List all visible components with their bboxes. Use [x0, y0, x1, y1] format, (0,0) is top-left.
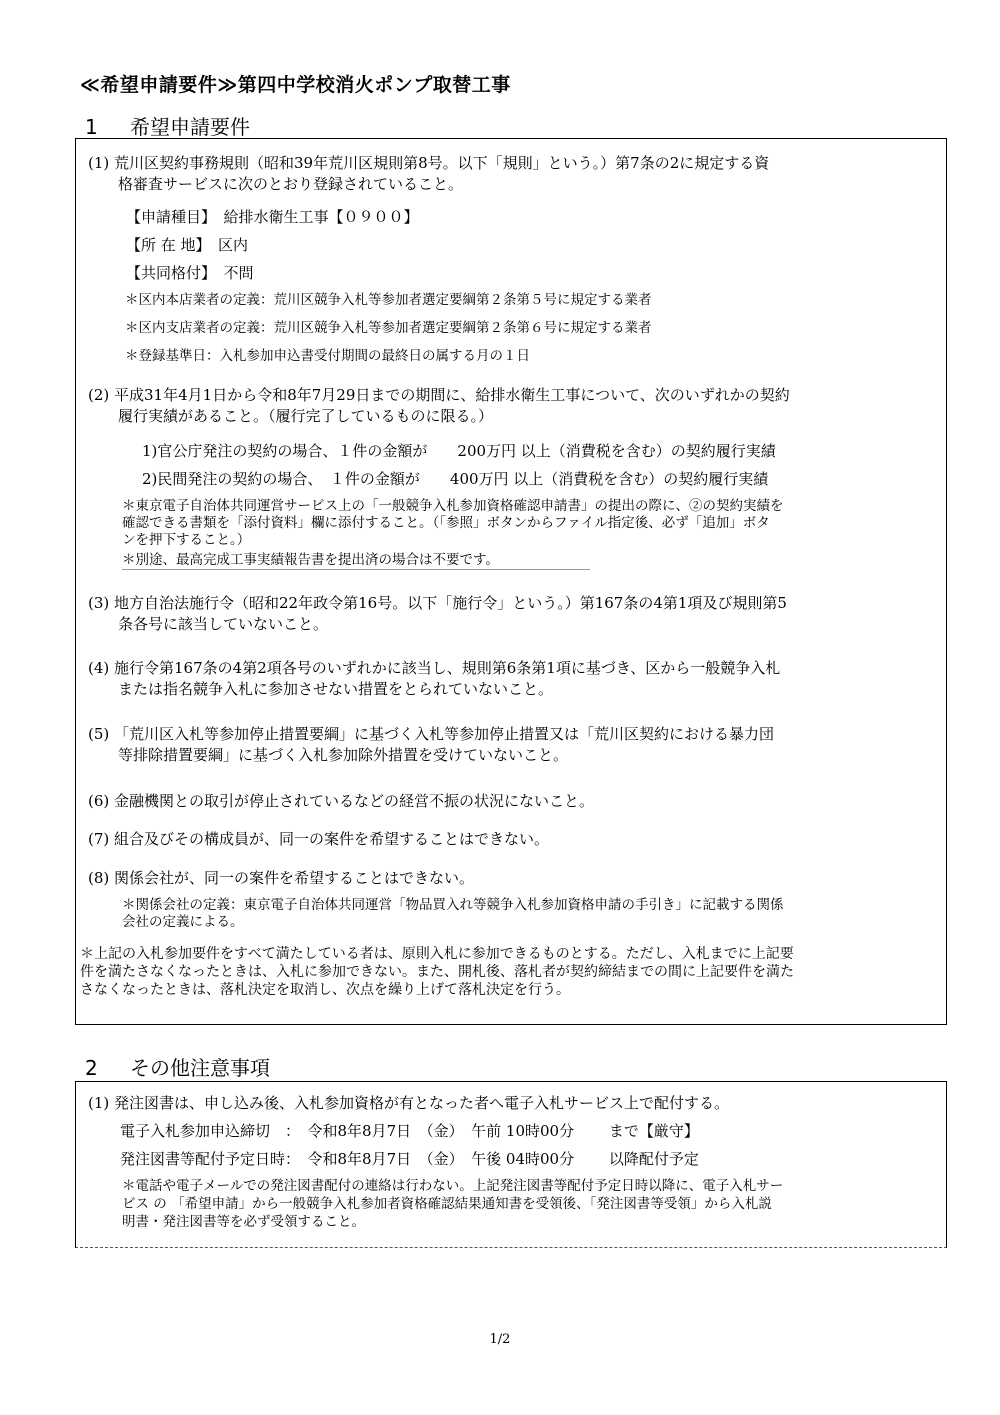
req-2-note-4: ＊別途、最高完成工事実績報告書を提出済の場合は不要です。	[122, 552, 590, 570]
req-1-location: 【所 在 地】 区内	[126, 236, 249, 254]
req-1-note-2: ＊区内支店業者の定義：荒川区競争入札等参加者選定要綱第２条第６号に規定する業者	[125, 320, 652, 336]
eligibility-note-line-3: さなくなったときは、落札決定を取消し、次点を繰り上げて落札決定を行う。	[80, 982, 570, 998]
notes-1-note-3: 明書・発注図書等を必ず受領すること。	[122, 1214, 365, 1230]
req-2-line-1: (2) 平成31年4月1日から令和8年7月29日までの期間に、給排水衛生工事について、次のいずれかの契約	[88, 386, 790, 404]
section-1-heading	[85, 111, 250, 140]
req-1-joint: 【共同格付】 不問	[126, 264, 254, 282]
req-1-note-3: ＊登録基準日：入札参加申込書受付期間の最終日の属する月の１日	[125, 348, 530, 364]
req-3-line-1: (3) 地方自治法施行令（昭和22年政令第16号。以下「施行令」という。）第167条の4第1項及び規則第5	[88, 594, 787, 612]
req-2-public: 1)官公庁発注の契約の場合、１件の金額が 200万円 以上（消費税を含む）の契約履行実績	[142, 442, 776, 460]
notes-1-note-1: ＊電話や電子メールでの発注図書配付の連絡は行わない。上記発注図書等配付予定日時以降に、電子入札サー	[122, 1178, 784, 1194]
req-1-line-2: 格審査サービスに次のとおり登録されていること。	[118, 175, 464, 193]
document-title: ≪希望申請要件≫第四中学校消火ポンプ取替工事	[80, 74, 511, 96]
req-2-line-2: 履行実績があること。（履行完了しているものに限る。）	[118, 407, 494, 425]
page-number: 1/2	[489, 1332, 511, 1347]
req-6: (6) 金融機関との取引が停止されているなどの経営不振の状況にないこと。	[88, 792, 595, 810]
req-7: (7) 組合及びその構成員が、同一の案件を希望することはできない。	[88, 830, 550, 848]
req-1-note-1: ＊区内本店業者の定義：荒川区競争入札等参加者選定要綱第２条第５号に規定する業者	[125, 292, 652, 308]
eligibility-note-line-2: 件を満たさなくなったときは、入札に参加できない。また、開札後、落札者が契約締結までの間に上記要件を満た	[80, 964, 794, 980]
req-2-private: 2)民間発注の契約の場合、 １件の金額が 400万円 以上（消費税を含む）の契約履行実績	[142, 470, 769, 488]
req-2-note-2: 確認できる書類を「添付資料」欄に添付すること。（「参照」ボタンからファイル指定後、必ず「追加」ボタ	[122, 515, 770, 531]
notes-1-note-2: ビス の 「希望申請」から一般競争入札参加者資格確認結果通知書を受領後、「発注図書等受領」から入札説	[122, 1196, 772, 1212]
section-1-number: 1	[85, 115, 98, 139]
eligibility-note-line-1: ＊上記の入札参加要件をすべて満たしている者は、原則入札に参加できるものとする。ただし、入札までに上記要	[80, 946, 794, 962]
req-4-line-1: (4) 施行令第167条の4第2項各号のいずれかに該当し、規則第6条第1項に基づき、区から一般競争入札	[88, 659, 781, 677]
req-1-category: 【申請種目】 給排水衛生工事【０９００】	[126, 208, 419, 226]
section-2-label: その他注意事項	[130, 1056, 270, 1080]
req-8-note-1: ＊関係会社の定義：東京電子自治体共同運営「物品買入れ等競争入札参加資格申請の手引き」に記載する関係	[122, 897, 784, 913]
distribution-schedule: 発注図書等配付予定日時： 令和8年8月7日 （金） 午後 04時00分 以降配付予定	[120, 1150, 699, 1168]
section-2-number: 2	[85, 1056, 98, 1080]
req-5-line-2: 等排除措置要綱」に基づく入札参加除外措置を受けていないこと。	[118, 746, 569, 764]
req-4-line-2: または指名競争入札に参加させない措置をとられていないこと。	[118, 680, 554, 698]
section-1-label: 希望申請要件	[130, 115, 250, 139]
section-2-heading	[85, 1052, 270, 1081]
application-deadline: 電子入札参加申込締切 ： 令和8年8月7日 （金） 午前 10時00分 まで【厳守】	[120, 1122, 699, 1140]
req-8-note-2: 会社の定義による。	[122, 914, 244, 930]
req-1-line-1: (1) 荒川区契約事務規則（昭和39年荒川区規則第8号。以下「規則」という。）第7条の2に規定する資	[88, 154, 770, 172]
notes-1-line-1: (1) 発注図書は、申し込み後、入札参加資格が有となった者へ電子入札サービス上で配付する。	[88, 1094, 730, 1112]
req-2-note-3: ンを押下すること。）	[122, 532, 251, 548]
req-3-line-2: 条各号に該当していないこと。	[118, 615, 329, 633]
req-8-line-1: (8) 関係会社が、同一の案件を希望することはできない。	[88, 869, 475, 887]
req-2-note-1: ＊東京電子自治体共同運営サービス上の「一般競争入札参加資格確認申請書」の提出の際に、②の契約実績を	[122, 498, 784, 514]
req-5-line-1: (5) 「荒川区入札等参加停止措置要綱」に基づく入札等参加停止措置又は「荒川区契約における暴力団	[88, 725, 775, 743]
